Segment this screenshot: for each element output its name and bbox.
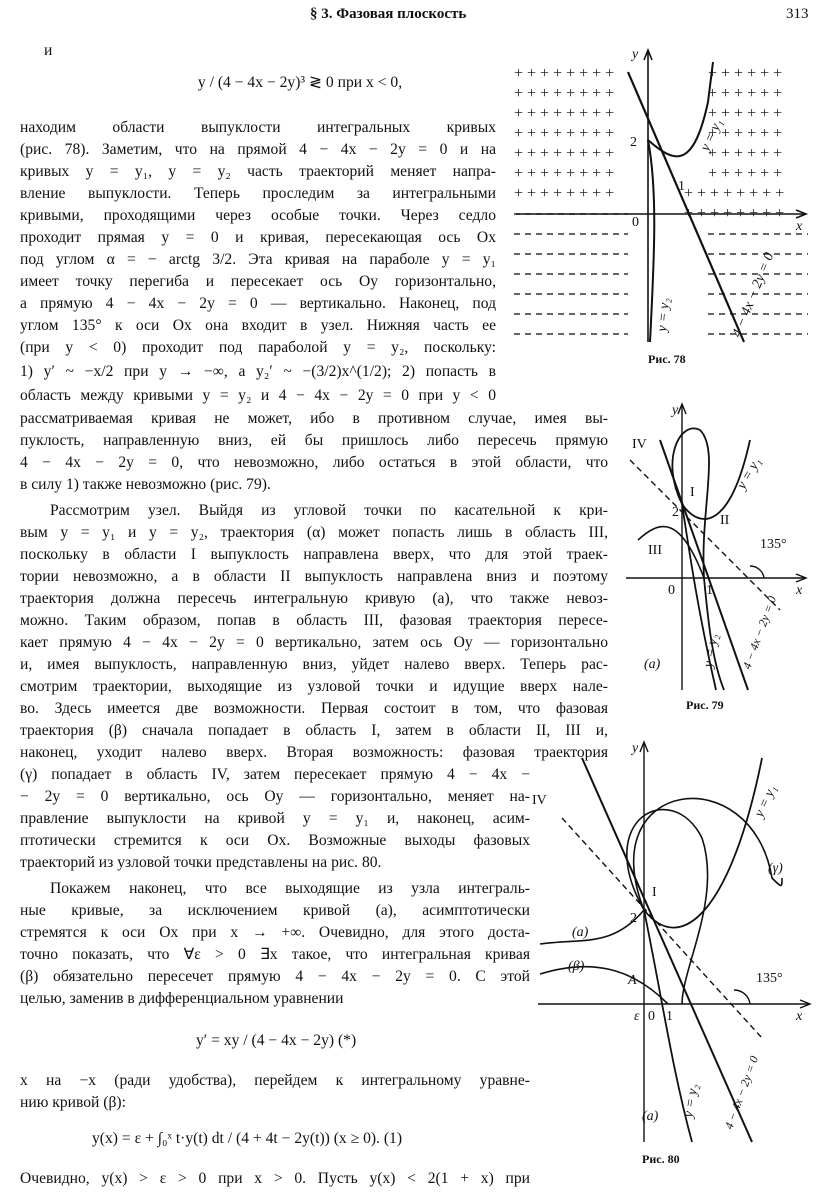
svg-text:y: y	[632, 741, 639, 756]
section-title: § 3. Фазовая плоскость	[310, 6, 467, 22]
svg-text:+ + + + + +: + + + + + +	[708, 125, 783, 142]
page-number: 313	[786, 6, 809, 22]
svg-text:IV: IV	[532, 793, 547, 808]
svg-text:+ + + + + + + +: + + + + + + + +	[684, 185, 785, 202]
text-line: поскольку в области I выпуклость направлена вверх, что для этой траек-	[20, 546, 608, 563]
text-line: траектория должна пересечь интегральную кривую (a), что также невоз-	[20, 590, 608, 607]
svg-text:y: y	[632, 47, 639, 62]
text-line: наконец, уходит налево вверх. Вторая возможность: фазовая траектория	[20, 744, 608, 761]
caption-fig80: Рис. 80	[642, 1152, 680, 1166]
text-line: 4 − 4x − 2y = 0, что невозможно, либо остаться в этой области, что	[20, 454, 608, 471]
svg-text:+ + + + + +: + + + + + +	[708, 85, 783, 102]
svg-text:2: 2	[630, 135, 637, 150]
svg-text:x: x	[796, 583, 803, 598]
svg-text:(a): (a)	[572, 925, 589, 940]
text-line: (при y < 0) проходит под параболой y = y₂, поскольку:	[20, 339, 496, 356]
text-line: правление выпуклости на кривой y = y₁ и, наконец, асим-	[20, 810, 530, 827]
text-line: Рассмотрим узел. Выйдя из угловой точки по касательной к кри-	[50, 502, 608, 519]
text-line: (рис. 78). Заметим, что на прямой 4 − 4x − 2y = 0 и на	[20, 141, 496, 158]
text-line: 1) y′ ~ −x/2 при y → −∞, а y₂′ ~ −(3/2)x^(1/2); 2) попасть в	[20, 363, 496, 380]
formula-convexity: y / (4 − 4x − 2y)³ ≷ 0 при x < 0,	[197, 74, 403, 91]
text-line: углом 135° к оси Ox она входит в узел. Нижняя часть ее	[20, 317, 496, 334]
svg-text:x: x	[796, 219, 803, 234]
svg-text:(γ): (γ)	[768, 861, 783, 876]
text-line: кает прямую 4 − 4x − 2y = 0 вертикально, затем ось Oy — горизонтально	[20, 634, 608, 651]
svg-text:1: 1	[706, 583, 713, 598]
svg-text:+ + + + + +: + + + + + +	[708, 145, 783, 162]
text-line: ные кривые, за исключением кривой (a), асимптотически	[20, 902, 530, 919]
svg-text:2: 2	[672, 505, 679, 520]
svg-text:2: 2	[630, 911, 637, 926]
svg-text:4 − 4x − 2y = 0: 4 − 4x − 2y = 0	[721, 1053, 762, 1132]
text-line: точно показать, что ∀ε > 0 ∃x такое, что интегральная кривая	[20, 946, 530, 963]
text-line: нию кривой (β):	[20, 1094, 126, 1111]
svg-text:II: II	[720, 513, 730, 528]
text-line: область между кривыми y = y₂ и 4 − 4x − 2y = 0 при y < 0	[20, 387, 496, 404]
text-line: птотически стремится к оси Ox. Возможные выходы фазовых	[20, 832, 530, 849]
svg-text:(a): (a)	[642, 1109, 659, 1124]
curve-y2	[648, 140, 654, 342]
text-line: а прямую 4 − 4x − 2y = 0 — вертикально. Наконец, под	[20, 295, 496, 312]
text-line: рассматриваемая кривая не может, ибо в противном случае, имея вы-	[20, 410, 608, 427]
text-line: вление выпуклости. Теперь проследим за интегральными	[20, 185, 496, 202]
caption-fig78: Рис. 78	[648, 352, 686, 366]
svg-text:+ + + + + +: + + + + + +	[708, 165, 783, 182]
svg-text:1: 1	[678, 179, 685, 194]
svg-text:I: I	[690, 485, 695, 500]
svg-text:(β): (β)	[568, 959, 585, 974]
svg-text:4 − 4x − 2y = 0: 4 − 4x − 2y = 0	[729, 250, 778, 340]
text-line: тории невозможно, а в области II выпуклость направлена вниз и поэтому	[20, 568, 608, 585]
text-line: пуклость, направленную вниз, ей бы пришлось либо пересечь прямую	[20, 432, 608, 449]
text-line: x на −x (ради удобства), перейдем к интегральному уравне-	[20, 1072, 530, 1089]
text-line: можно. Таким образом, попав в область III, фазовая траектория пересе-	[20, 612, 608, 629]
text-line: траекторий из узловой точки представлены на рис. 80.	[20, 854, 382, 871]
svg-text:I: I	[652, 885, 657, 900]
svg-text:IV: IV	[632, 437, 647, 452]
text-line: находим области выпуклости интегральных кривых	[20, 119, 496, 136]
text-line: во. Здесь имеется две возможности. Первая состоит в том, что фазовая	[20, 700, 608, 717]
svg-text:(a): (a)	[644, 657, 661, 672]
svg-text:0: 0	[648, 1009, 655, 1024]
trajectory-a	[540, 910, 644, 944]
caption-fig79: Рис. 79	[686, 698, 724, 712]
text-line: и	[44, 42, 53, 59]
svg-text:y: y	[672, 403, 679, 418]
svg-text:+ + + + + + + +: + + + + + + + +	[514, 85, 615, 102]
svg-text:+ + + + + + + +: + + + + + + + +	[514, 145, 615, 162]
trajectory-beta	[627, 810, 708, 1004]
figure-80	[532, 738, 814, 1150]
svg-text:y = y₁: y = y₁	[734, 455, 765, 492]
svg-text:+ + + + + + + +: + + + + + + + +	[514, 125, 615, 142]
svg-text:y = y₂: y = y₂	[681, 1082, 702, 1119]
text-line: проходит прямая y = 0 и кривая, пересекающая ось Ox	[20, 229, 496, 246]
equation-1: y(x) = ε + ∫₀ˣ t·y(t) dt / (4 + 4t − 2y(t)) (x ≥ 0). (1)	[92, 1130, 403, 1147]
plus-region: + + + + + + + +	[514, 65, 615, 82]
text-line: вым y = y₁ и y = y₂, траектория (α) может попасть лишь в область III,	[20, 524, 608, 541]
text-line: под углом α = − arctg 3/2. Эта кривая на параболе y = y₁	[20, 251, 496, 268]
text-line: (β) обязательно пересечет прямую 4 − 4x − 2y = 0. С этой	[20, 968, 530, 985]
svg-text:ε: ε	[634, 1009, 640, 1024]
equation-star: y′ = xy / (4 − 4x − 2y) (*)	[196, 1032, 357, 1049]
svg-text:4 − 4x − 2y = 0: 4 − 4x − 2y = 0	[739, 593, 780, 672]
svg-text:III: III	[648, 543, 662, 558]
text-line: стремятся к оси Ox при x → +∞. Очевидно, для этого доста-	[20, 924, 530, 941]
svg-text:y = y₂: y = y₂	[701, 632, 722, 669]
svg-text:y = y₁: y = y₁	[698, 116, 726, 154]
text-line: Покажем наконец, что все выходящие из узла интеграль-	[50, 880, 530, 897]
line-4-4x-2y	[582, 758, 752, 1142]
svg-text:y = y₂: y = y₂	[655, 297, 673, 333]
svg-text:+ + + + + + + +: + + + + + + + +	[514, 185, 615, 202]
text-line: в силу 1) также невозможно (рис. 79).	[20, 476, 271, 493]
figure-79	[620, 400, 810, 696]
figure-78	[508, 42, 812, 352]
svg-text:+ + + + + + + +: + + + + + + + +	[514, 165, 615, 182]
svg-text:+ + + + + + + +: + + + + + + + +	[514, 105, 615, 122]
text-line: кривыми, проходящими через особые точки. Через седло	[20, 207, 496, 224]
text-line: и, имея выпуклость, направленную вниз, уйдет налево вверх. Теперь рас-	[20, 656, 608, 673]
text-line: целью, заменив в дифференциальном уравнении	[20, 990, 344, 1007]
text-line: Очевидно, y(x) > ε > 0 при x > 0. Пусть y(x) < 2(1 + x) при	[20, 1170, 530, 1187]
svg-text:A: A	[628, 973, 637, 988]
svg-text:135°: 135°	[756, 971, 783, 986]
svg-text:0: 0	[632, 215, 639, 230]
trajectory-beta-left	[540, 967, 668, 1004]
text-line: траектория (β) сначала попадает в область I, затем в области II, III и,	[20, 722, 608, 739]
svg-text:+ + + + + + + +: + + + + + + + +	[684, 205, 785, 222]
text-line: смотрим траектории, выходящие из узловой точки и идущие вверх нале-	[20, 678, 608, 695]
text-line: − 2y = 0 вертикально, ось Oy — горизонтально, меняет на-	[20, 788, 530, 805]
text-line: (γ) попадает в область IV, затем пересекает прямую 4 − 4x −	[20, 766, 530, 783]
svg-text:0: 0	[668, 583, 675, 598]
svg-text:+ + + + + +: + + + + + +	[708, 65, 783, 82]
svg-text:y = y₁: y = y₁	[752, 782, 780, 820]
svg-text:1: 1	[666, 1009, 673, 1024]
page-header	[0, 6, 820, 26]
text-line: кривых y = y₁, y = y₂ часть траекторий меняет напра-	[20, 163, 496, 180]
svg-text:x: x	[796, 1009, 803, 1024]
text-line: имеет точку перегиба и пересекает ось Oy горизонтально,	[20, 273, 496, 290]
svg-text:+ + + + + +: + + + + + +	[708, 105, 783, 122]
svg-text:135°: 135°	[760, 537, 787, 552]
